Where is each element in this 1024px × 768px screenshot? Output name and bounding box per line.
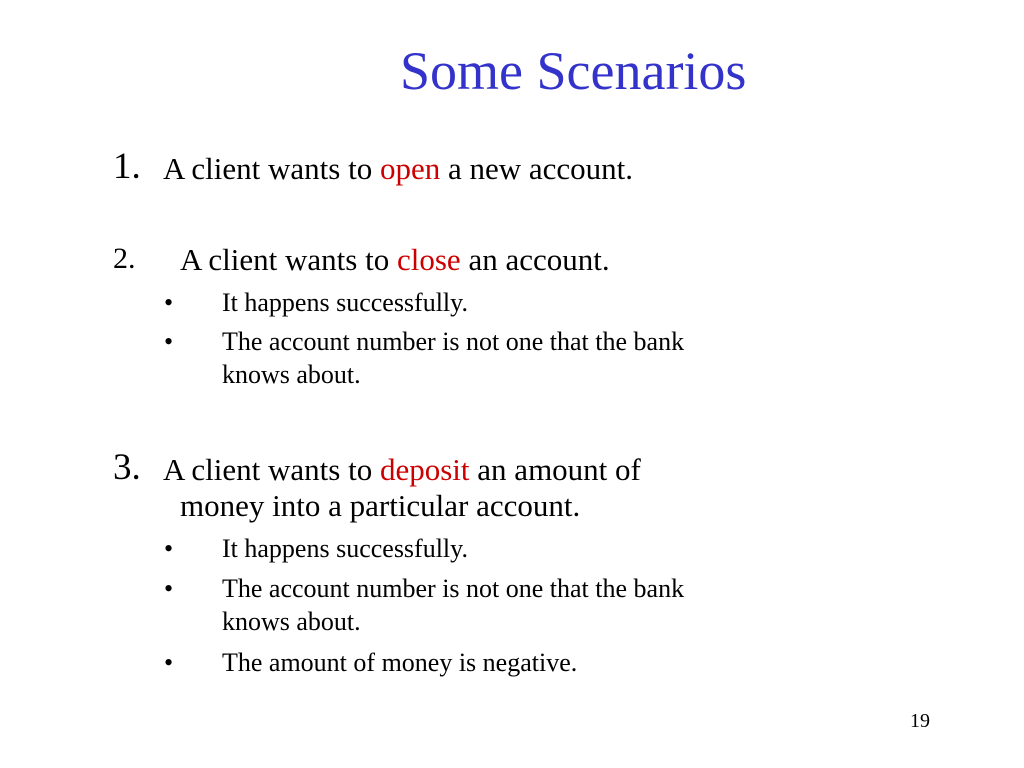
item-3-bullet-3-marker: • xyxy=(164,648,174,677)
item-2-bullet-1-line-1: It happens successfully. xyxy=(222,288,468,317)
item-2-number: 2. xyxy=(113,242,136,275)
item-3-bullet-2-line-2: knows about. xyxy=(222,607,361,636)
item-3-text-after: an amount of xyxy=(477,452,641,487)
item-3-number: 3. xyxy=(113,447,141,488)
item-3-continuation: money into a particular account. xyxy=(180,488,581,523)
item-1-number: 1. xyxy=(113,146,141,187)
item-3-bullet-1-marker: • xyxy=(164,534,174,563)
item-2-bullet-2-marker: • xyxy=(164,327,174,356)
item-1-text xyxy=(163,153,633,184)
item-2-bullet-2-line-1: The account number is not one that the bank xyxy=(222,327,685,356)
item-1-text-before: A client wants to xyxy=(163,151,373,186)
item-2-keyword: close xyxy=(396,242,461,277)
item-2-text-before: A client wants to xyxy=(180,242,390,277)
item-3-text xyxy=(163,454,641,485)
item-1-text-after: a new account. xyxy=(448,151,634,186)
item-2-text xyxy=(180,244,610,275)
item-3-bullet-2-marker: • xyxy=(164,574,174,603)
item-1-keyword: open xyxy=(379,151,441,186)
item-3-bullet-3-line-1: The amount of money is negative. xyxy=(222,648,578,677)
item-3-keyword: deposit xyxy=(379,452,470,487)
item-2-bullet-1-marker: • xyxy=(164,288,174,317)
item-3-bullet-2-line-1: The account number is not one that the bank xyxy=(222,574,685,603)
slide-title: Some Scenarios xyxy=(400,41,747,101)
page-number: 19 xyxy=(910,710,930,732)
item-3-text-before: A client wants to xyxy=(163,452,373,487)
item-3-bullet-1-line-1: It happens successfully. xyxy=(222,534,468,563)
item-2-bullet-2-line-2: knows about. xyxy=(222,360,361,389)
item-2-text-after: an account. xyxy=(468,242,610,277)
